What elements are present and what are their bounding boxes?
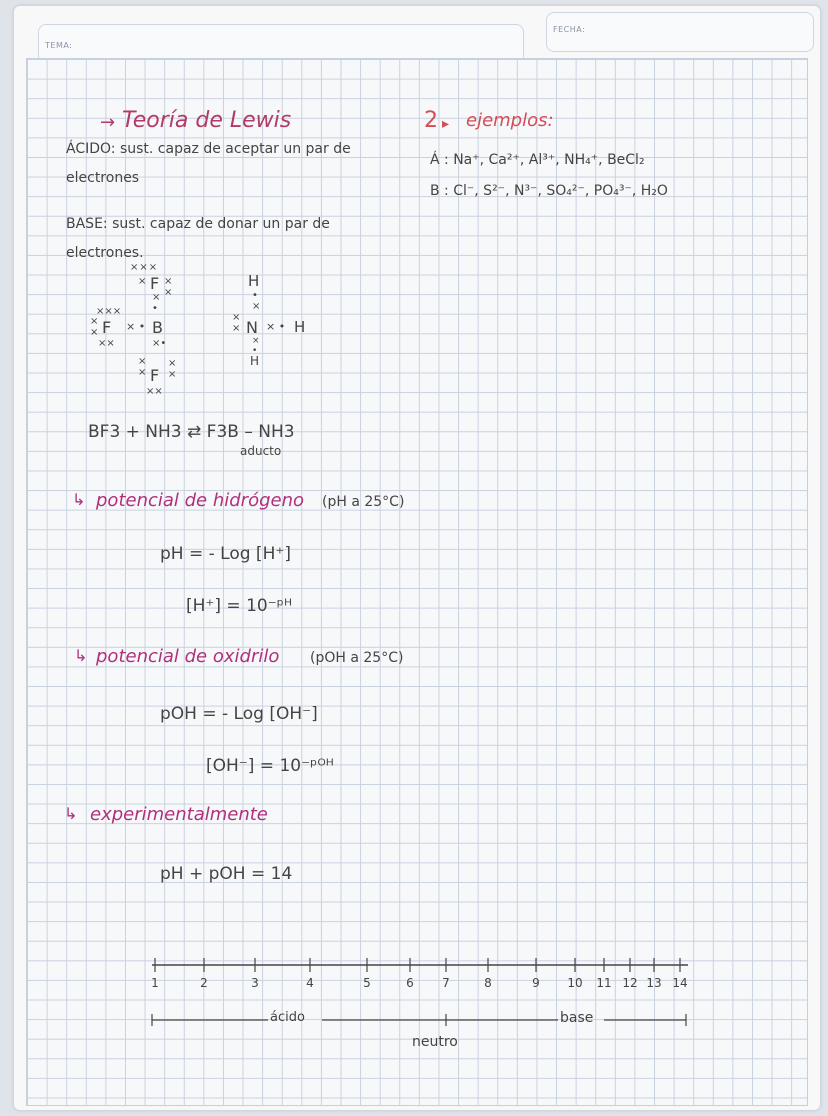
examples-number: 2 [424, 108, 438, 133]
ph-formula: pH = - Log [H⁺] [160, 544, 291, 564]
poh-formula: pOH = - Log [OH⁻] [160, 704, 318, 724]
scale-tick-label: 13 [646, 976, 662, 990]
scale-tick-label: 4 [306, 976, 314, 990]
acid-definition-line2: electrones [66, 170, 140, 186]
bf3-electron-dots: × × [168, 358, 177, 380]
poh-note: (pOH a 25°C) [310, 650, 404, 666]
aducto-label: aducto [240, 444, 282, 458]
nh3-electron-dots: × • [266, 320, 286, 333]
bf3-electron-dots: ××× [130, 262, 159, 273]
bf3-electron-dots: × × [138, 356, 147, 378]
scale-tick-label: 9 [532, 976, 540, 990]
bf3-electron-dots: × × [90, 316, 99, 338]
scale-tick-label: 12 [622, 976, 638, 990]
nh3-bottom-h: H [250, 354, 260, 368]
scale-tick-label: 3 [251, 976, 259, 990]
bf3-electron-dots: ×• [152, 338, 167, 349]
poh-heading: potencial de oxidrilo [96, 646, 280, 667]
reaction-equation: BF3 + NH3 ⇄ F3B – NH3 [88, 422, 295, 442]
scale-tick-label: 1 [151, 976, 159, 990]
fecha-label: FECHA: [553, 25, 586, 34]
nh3-electron-dots: × × [232, 312, 241, 334]
scale-tick-label: 8 [484, 976, 492, 990]
examples-bases: B : Cl⁻, S²⁻, N³⁻, SO₄²⁻, PO₄³⁻, H₂O [430, 183, 668, 199]
nh3-nitrogen: N [246, 318, 258, 337]
lewis-title: Teoría de Lewis [122, 108, 292, 133]
scale-tick-label: 6 [406, 976, 414, 990]
bf3-electron-dots: ××× [96, 306, 122, 317]
nh3-electron-dots: • × [252, 290, 261, 312]
bf3-electron-dots: ×× [146, 386, 163, 397]
scale-tick-label: 7 [442, 976, 450, 990]
bf3-bottom-f: F [150, 366, 160, 385]
ph-note: (pH a 25°C) [322, 494, 405, 510]
nh3-right-h: H [294, 318, 306, 336]
oh-concentration-formula: [OH⁻] = 10⁻ᵖᴼᴴ [206, 756, 334, 776]
bf3-electron-dots: × • [152, 292, 161, 314]
examples-arrow-icon: ▸ [442, 116, 450, 132]
bf3-left-f: F [102, 318, 112, 337]
h-concentration-formula: [H⁺] = 10⁻ᵖᴴ [186, 596, 293, 616]
examples-title: ejemplos: [466, 110, 554, 131]
exp-arrow-icon: ↳ [64, 804, 78, 823]
acid-label: ácido [270, 1010, 305, 1025]
tema-label: TEMA: [45, 41, 73, 50]
scale-tick-label: 11 [596, 976, 612, 990]
scale-tick-label: 5 [363, 976, 371, 990]
bf3-electron-dots: ×× [98, 338, 115, 349]
acid-definition-line1: ÁCIDO: sust. capaz de aceptar un par de [66, 141, 351, 157]
base-definition-line2: electrones. [66, 245, 144, 261]
bf3-electron-dots: × • [126, 320, 146, 333]
poh-arrow-icon: ↳ [74, 646, 88, 665]
examples-acids: Á : Na⁺, Ca²⁺, Al³⁺, NH₄⁺, BeCl₂ [430, 152, 645, 168]
base-label: base [560, 1010, 594, 1026]
lewis-arrow-icon: → [100, 112, 116, 133]
bf3-boron: B [152, 318, 163, 337]
neutral-label: neutro [412, 1034, 458, 1050]
base-definition-line1: BASE: sust. capaz de donar un par de [66, 216, 330, 232]
scale-tick-label: 2 [200, 976, 208, 990]
ph-heading: potencial de hidrógeno [96, 490, 305, 511]
bf3-top-f: F [150, 274, 160, 293]
bf3-electron-dots: × [138, 276, 147, 287]
scale-tick-label: 10 [567, 976, 583, 990]
ph-poh-sum-formula: pH + pOH = 14 [160, 864, 293, 884]
scale-tick-label: 14 [672, 976, 688, 990]
bf3-electron-dots: × × [164, 276, 173, 298]
nh3-top-h: H [248, 272, 260, 290]
nh3-electron-dots: × • [252, 336, 260, 356]
exp-heading: experimentalmente [90, 804, 268, 825]
ph-arrow-icon: ↳ [72, 490, 86, 509]
